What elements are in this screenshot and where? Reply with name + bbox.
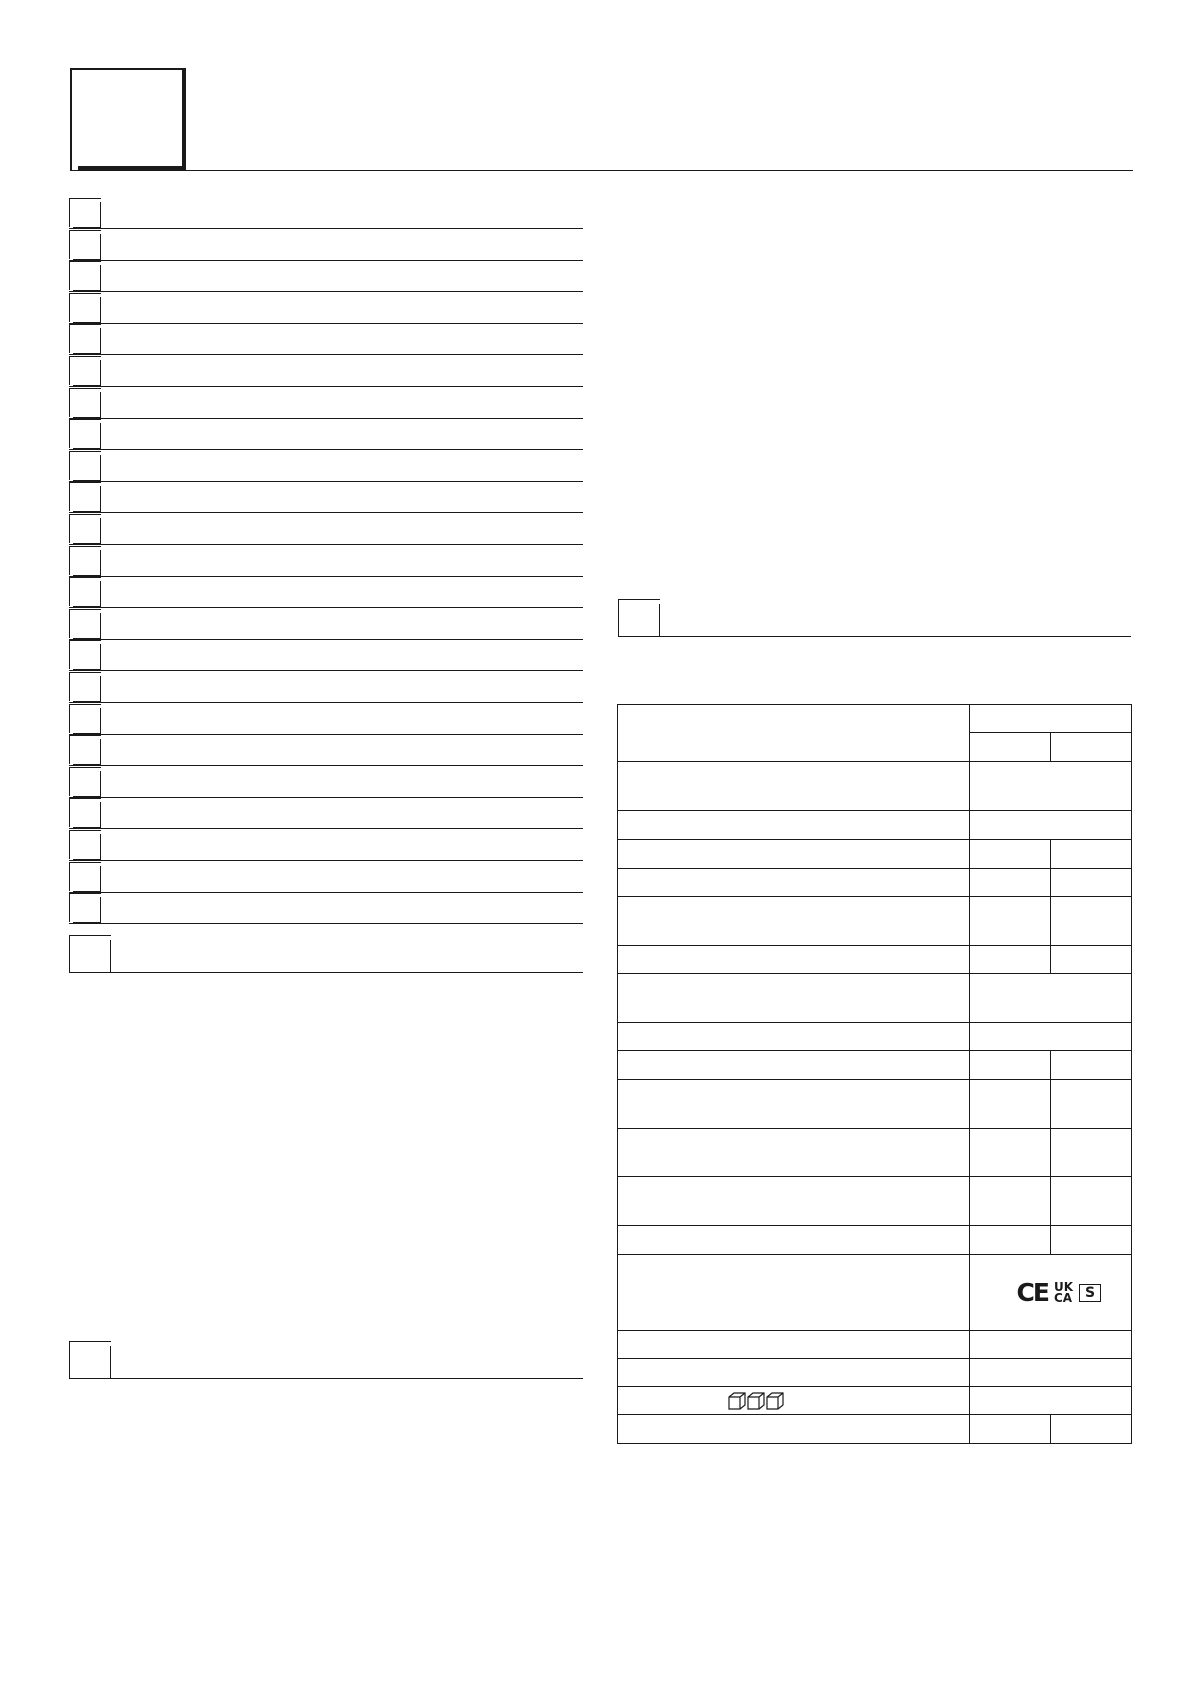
list-item xyxy=(69,640,583,671)
section-heading-left-1 xyxy=(69,935,583,973)
table-cell xyxy=(618,1387,970,1415)
package-boxes-svg xyxy=(728,1391,786,1411)
item-number-box xyxy=(69,830,101,859)
list-item xyxy=(69,198,583,229)
section-number-box xyxy=(69,1341,111,1379)
list-item xyxy=(69,735,583,766)
table-cell xyxy=(618,1051,970,1080)
table-row xyxy=(618,1023,1132,1051)
table-row xyxy=(618,1051,1132,1080)
ukca-mark-icon xyxy=(1053,1279,1073,1305)
table-cell xyxy=(970,1359,1132,1387)
table-row xyxy=(618,840,1132,869)
table-cell xyxy=(970,1226,1051,1255)
table-row xyxy=(618,869,1132,897)
section-heading-left-2 xyxy=(69,1341,583,1379)
table-cell xyxy=(618,762,970,811)
table-cell xyxy=(970,733,1051,762)
table-row xyxy=(618,1331,1132,1359)
section-rule xyxy=(69,1378,583,1379)
list-item xyxy=(69,293,583,324)
table-cell xyxy=(970,946,1051,974)
table-row xyxy=(618,1255,1132,1331)
table-cell xyxy=(618,1129,970,1177)
section-number-box xyxy=(618,599,660,637)
table-cell xyxy=(970,897,1051,946)
section-heading-technical-data xyxy=(618,599,1131,637)
table-cell xyxy=(970,974,1132,1023)
list-item xyxy=(69,577,583,608)
table-cell xyxy=(970,1023,1132,1051)
table-cell xyxy=(970,840,1051,869)
list-item xyxy=(69,514,583,545)
table-cell xyxy=(970,1415,1051,1444)
section-number-box xyxy=(69,935,111,973)
table-row xyxy=(618,1129,1132,1177)
table-cell xyxy=(970,1331,1132,1359)
table-cell xyxy=(970,811,1132,840)
list-item xyxy=(69,830,583,861)
table-cell xyxy=(618,1359,970,1387)
table-cell xyxy=(618,897,970,946)
list-item xyxy=(69,672,583,703)
list-item xyxy=(69,261,583,292)
list-item xyxy=(69,767,583,798)
item-number-box xyxy=(69,609,101,638)
item-number-box xyxy=(69,798,101,827)
item-number-box xyxy=(69,862,101,891)
ukca-top: UK xyxy=(1053,1279,1073,1294)
table-cell xyxy=(618,1226,970,1255)
table-cell xyxy=(1051,1129,1132,1177)
item-number-box xyxy=(69,198,101,227)
list-item xyxy=(69,419,583,450)
table-cell xyxy=(1051,897,1132,946)
table-row xyxy=(618,1387,1132,1415)
item-number-box xyxy=(69,451,101,480)
header-rule xyxy=(70,170,1133,171)
table-cell xyxy=(1051,733,1132,762)
table-cell xyxy=(618,705,970,762)
table-cell xyxy=(970,869,1051,897)
table-cell xyxy=(1051,1415,1132,1444)
table-cell xyxy=(618,946,970,974)
item-number-box xyxy=(69,261,101,290)
table-cell xyxy=(970,762,1132,811)
table-cell xyxy=(1051,1051,1132,1080)
item-number-box xyxy=(69,767,101,796)
conformity-marks-cell xyxy=(970,1255,1132,1331)
table-cell xyxy=(618,811,970,840)
table-row xyxy=(618,1415,1132,1444)
three-box-package-icon xyxy=(728,1391,786,1411)
table-cell xyxy=(618,1023,970,1051)
table-cell xyxy=(618,1255,970,1331)
table-cell xyxy=(618,974,970,1023)
chapter-number-box xyxy=(70,68,184,170)
list-item xyxy=(69,546,583,577)
table-cell xyxy=(618,1415,970,1444)
list-item xyxy=(69,230,583,261)
table-cell xyxy=(1051,946,1132,974)
item-number-box xyxy=(69,893,101,922)
list-item xyxy=(69,609,583,640)
table-cell xyxy=(618,1177,970,1226)
item-number-box xyxy=(69,640,101,669)
list-item xyxy=(69,798,583,829)
table-cell xyxy=(1051,869,1132,897)
table-row xyxy=(618,1359,1132,1387)
item-rule xyxy=(69,923,583,924)
item-number-box xyxy=(69,514,101,543)
item-number-box xyxy=(69,324,101,353)
table-row xyxy=(618,897,1132,946)
item-number-box xyxy=(69,356,101,385)
technical-data-table xyxy=(617,704,1132,1444)
item-number-box xyxy=(69,482,101,511)
table-row xyxy=(618,811,1132,840)
table-cell xyxy=(1051,1177,1132,1226)
table-row xyxy=(618,705,1132,733)
table-row xyxy=(618,1226,1132,1255)
table-cell xyxy=(970,1129,1051,1177)
item-number-box xyxy=(69,704,101,733)
item-number-box xyxy=(69,546,101,575)
table-row xyxy=(618,974,1132,1023)
table-cell xyxy=(970,1177,1051,1226)
list-item xyxy=(69,388,583,419)
table-row xyxy=(618,946,1132,974)
table-cell xyxy=(970,1080,1051,1129)
list-item xyxy=(69,862,583,893)
table-cell xyxy=(970,705,1132,733)
list-item xyxy=(69,704,583,735)
safety-mark-icon: S xyxy=(1079,1284,1101,1302)
section-rule xyxy=(69,972,583,973)
ce-mark-icon: CE xyxy=(1016,1278,1048,1307)
table-row xyxy=(618,1080,1132,1129)
table-cell xyxy=(618,840,970,869)
table-cell xyxy=(970,1051,1051,1080)
item-number-box xyxy=(69,577,101,606)
ukca-bottom: CA xyxy=(1053,1290,1073,1305)
list-item xyxy=(69,324,583,355)
item-number-box xyxy=(69,293,101,322)
list-item xyxy=(69,356,583,387)
table-cell xyxy=(1051,1226,1132,1255)
list-item xyxy=(69,451,583,482)
table-cell xyxy=(1051,840,1132,869)
table-cell xyxy=(618,1080,970,1129)
list-item xyxy=(69,482,583,513)
table-row xyxy=(618,1177,1132,1226)
table-row xyxy=(618,762,1132,811)
item-number-box xyxy=(69,230,101,259)
list-item xyxy=(69,893,583,924)
table-cell xyxy=(618,1331,970,1359)
item-number-box xyxy=(69,419,101,448)
section-rule xyxy=(618,636,1131,637)
table-cell xyxy=(1051,1080,1132,1129)
item-number-box xyxy=(69,388,101,417)
item-number-box xyxy=(69,735,101,764)
item-number-box xyxy=(69,672,101,701)
table-cell xyxy=(970,1387,1132,1415)
table-cell xyxy=(618,869,970,897)
